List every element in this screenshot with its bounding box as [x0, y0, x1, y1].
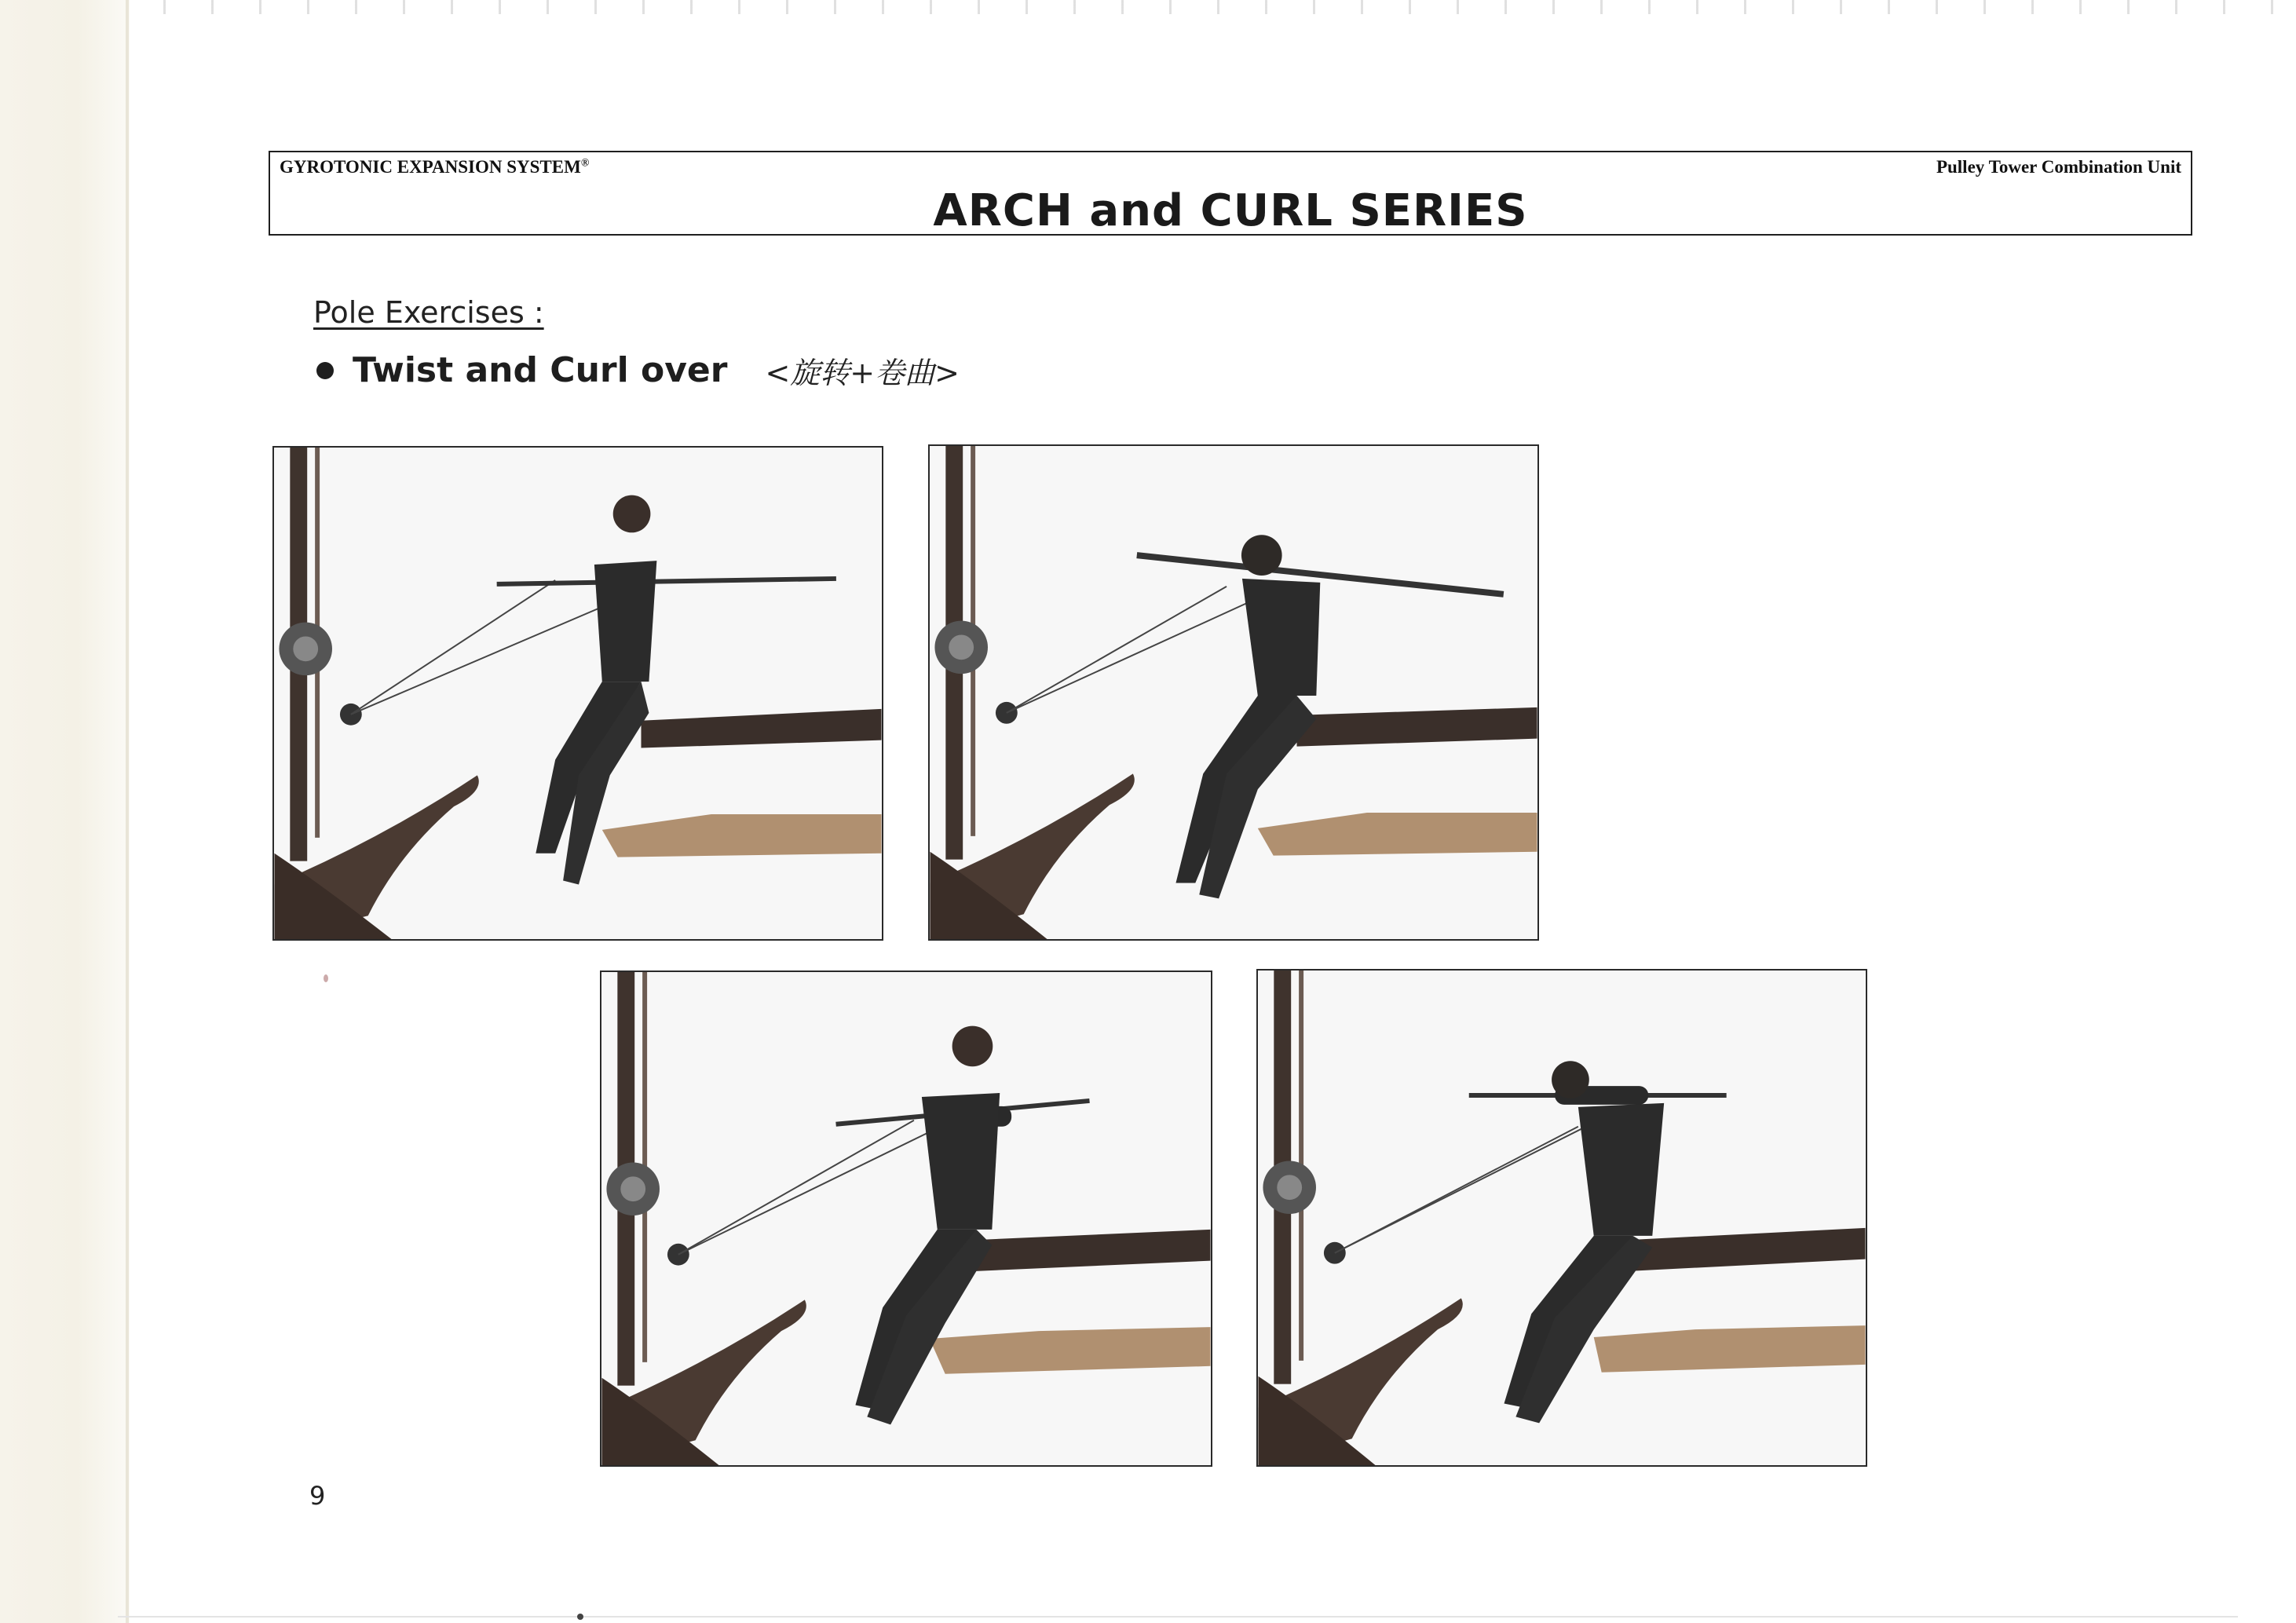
scan-speck: [324, 974, 328, 982]
system-name-text: GYROTONIC EXPANSION SYSTEM: [280, 157, 581, 177]
exercise-photo-1: [272, 446, 883, 941]
exercise-photo-3: [600, 971, 1212, 1467]
registered-mark: ®: [580, 157, 590, 170]
exercise-bullet: [316, 349, 960, 392]
page-number: 9: [309, 1481, 326, 1511]
section-subheading: Pole Exercises :: [313, 295, 544, 330]
bullet-icon: [316, 362, 334, 379]
scan-speck: [577, 1614, 583, 1620]
page-header: [269, 151, 2192, 236]
handwritten-note: <旋转+卷曲>: [765, 356, 960, 390]
exercise-title: Twist and Curl over: [353, 350, 728, 390]
unit-name: Pulley Tower Combination Unit: [1936, 157, 2181, 177]
page-edge: [0, 0, 130, 1623]
page-title: ARCH and CURL SERIES: [933, 185, 1528, 236]
exercise-photo-4: [1256, 969, 1867, 1467]
photo-4-illustration: [1258, 971, 1866, 1465]
perforation-marks: [118, 0, 2296, 14]
bottom-margin-line: [118, 1616, 2238, 1618]
exercise-photo-2: [928, 444, 1539, 941]
photo-1-illustration: [274, 448, 882, 939]
page-fold: [126, 0, 129, 1623]
photo-3-illustration: [601, 972, 1211, 1465]
photo-2-illustration: [930, 446, 1537, 939]
system-name: [280, 157, 589, 177]
